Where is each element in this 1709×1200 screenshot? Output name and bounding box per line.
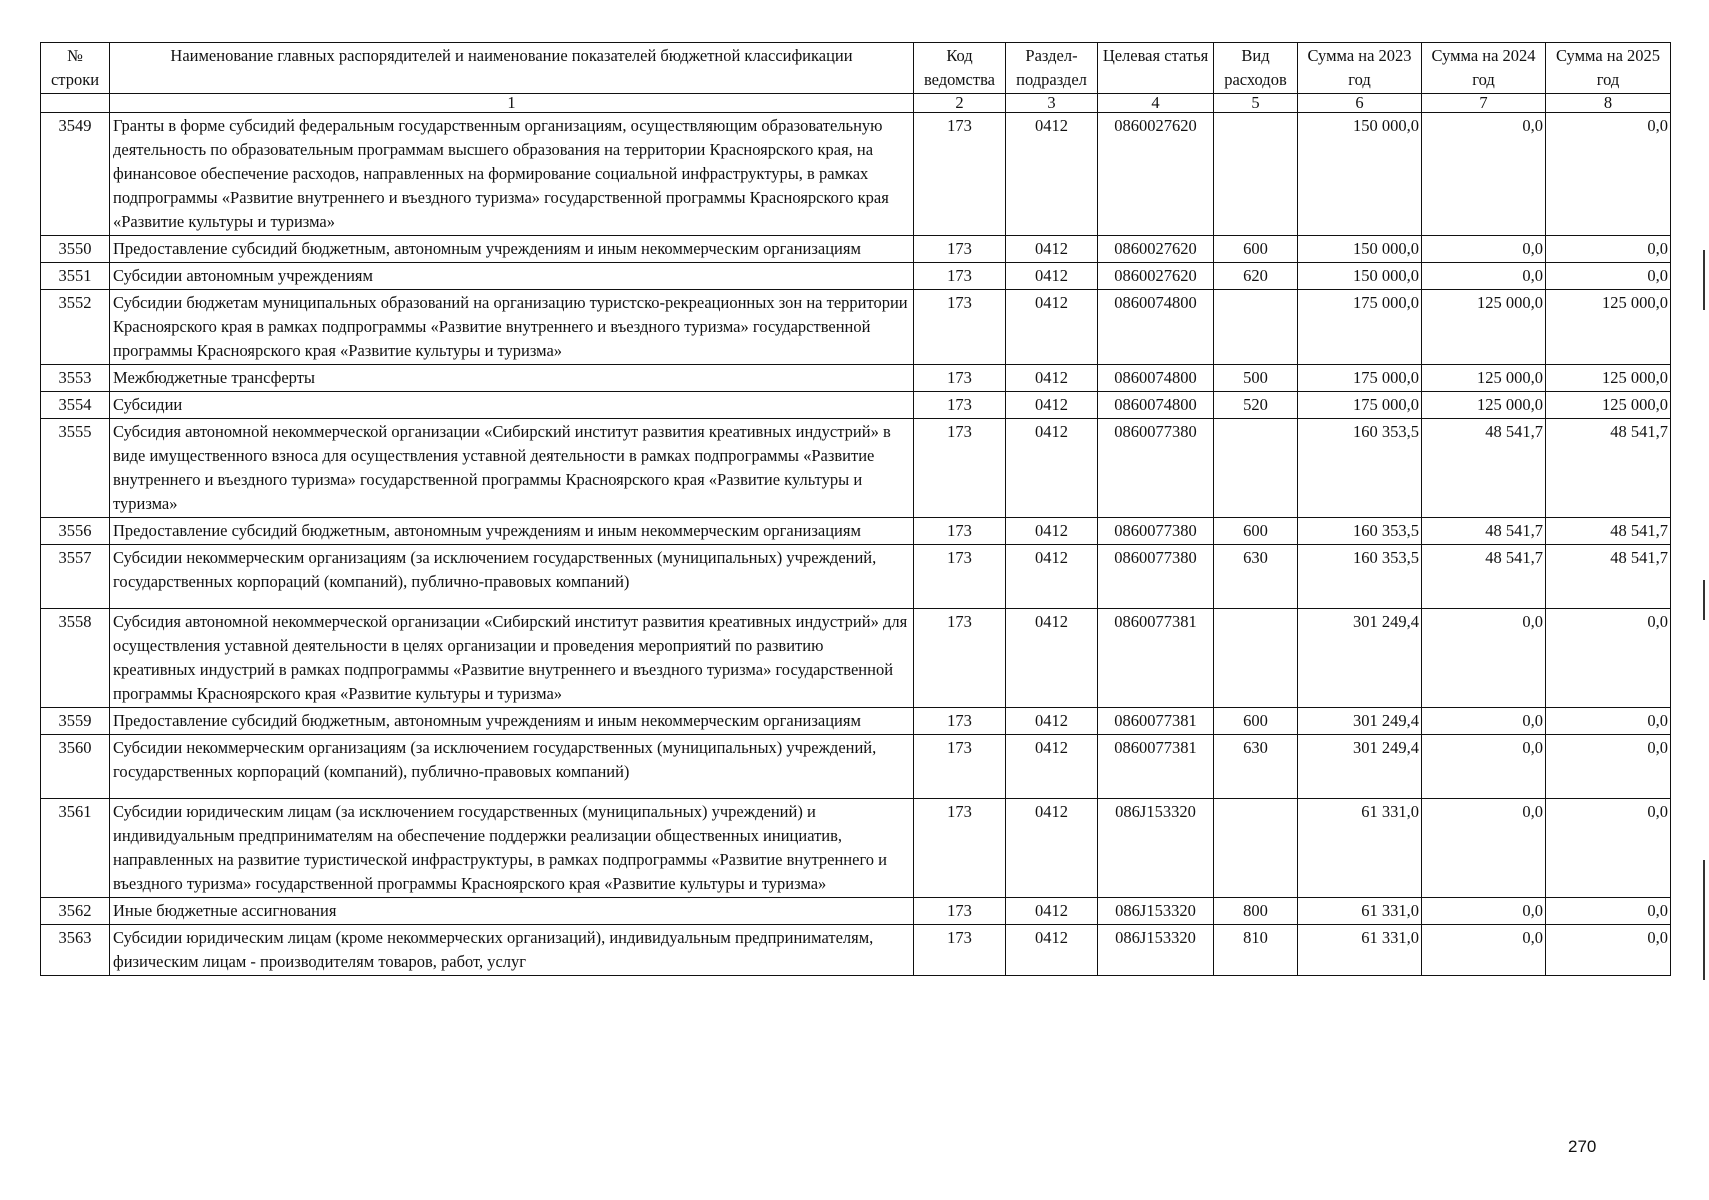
dept-code-cell: 173	[914, 708, 1006, 735]
sum-2024-cell: 125 000,0	[1422, 290, 1546, 365]
row-number-cell: 3558	[41, 609, 110, 708]
table-row	[41, 290, 1671, 365]
expense-type-cell	[1214, 799, 1298, 898]
dept-code-cell: 173	[914, 898, 1006, 925]
sum-2024-cell: 0,0	[1422, 925, 1546, 976]
sum-2023-cell: 175 000,0	[1298, 365, 1422, 392]
sum-2025-cell: 125 000,0	[1546, 365, 1671, 392]
expense-type-cell: 600	[1214, 708, 1298, 735]
scan-edge-mark	[1703, 250, 1705, 310]
column-number: 3	[1006, 94, 1098, 113]
sum-2025-cell: 0,0	[1546, 609, 1671, 708]
expense-type-cell	[1214, 609, 1298, 708]
target-article-cell: 086J153320	[1098, 898, 1214, 925]
sum-2024-cell: 48 541,7	[1422, 419, 1546, 518]
sum-2024-cell: 48 541,7	[1422, 518, 1546, 545]
section-cell: 0412	[1006, 365, 1098, 392]
sum-2025-cell: 0,0	[1546, 898, 1671, 925]
sum-2023-cell: 175 000,0	[1298, 392, 1422, 419]
sum-2024-cell: 48 541,7	[1422, 545, 1546, 609]
sum-2024-cell: 0,0	[1422, 263, 1546, 290]
row-name-cell: Субсидии	[110, 392, 914, 419]
sum-2024-cell: 0,0	[1422, 898, 1546, 925]
sum-2025-cell: 48 541,7	[1546, 419, 1671, 518]
column-number: 6	[1298, 94, 1422, 113]
row-name-cell: Субсидии бюджетам муниципальных образований на организацию туристско-рекреационных зон на территории Красноярского края в рамках подпрограммы «Развитие внутреннего и въездного туризма» государственной программы Красноярского края «Развитие культуры и туризма»	[110, 290, 914, 365]
sum-2024-cell: 0,0	[1422, 113, 1546, 236]
section-cell: 0412	[1006, 799, 1098, 898]
dept-code-cell: 173	[914, 419, 1006, 518]
sum-2023-cell: 160 353,5	[1298, 545, 1422, 609]
sum-2025-cell: 0,0	[1546, 735, 1671, 799]
expense-type-cell: 600	[1214, 518, 1298, 545]
row-name-cell: Субсидия автономной некоммерческой организации «Сибирский институт развития креативных индустрий» для осуществления уставной деятельности в целях организации и проведения мероприятий по развитию креативных индустрий в рамках подпрограммы «Развитие внутреннего и въездного туризма» государственной программы Красноярского края «Развитие культуры и туризма»	[110, 609, 914, 708]
row-name-cell: Иные бюджетные ассигнования	[110, 898, 914, 925]
row-name-cell: Субсидия автономной некоммерческой организации «Сибирский институт развития креативных индустрий» в виде имущественного взноса для осуществления уставной деятельности в рамках подпрограммы «Развитие внутреннего и въездного туризма» государственной программы Красноярского края «Развитие культуры и туризма»	[110, 419, 914, 518]
sum-2023-cell: 160 353,5	[1298, 419, 1422, 518]
dept-code-cell: 173	[914, 609, 1006, 708]
sum-2023-cell: 301 249,4	[1298, 735, 1422, 799]
row-number-cell: 3553	[41, 365, 110, 392]
header-sum-2025: Сумма на 2025 год	[1546, 43, 1671, 94]
sum-2024-cell: 0,0	[1422, 799, 1546, 898]
sum-2023-cell: 61 331,0	[1298, 898, 1422, 925]
header-section: Раздел-подраздел	[1006, 43, 1098, 94]
section-cell: 0412	[1006, 708, 1098, 735]
section-cell: 0412	[1006, 236, 1098, 263]
dept-code-cell: 173	[914, 392, 1006, 419]
sum-2023-cell: 150 000,0	[1298, 113, 1422, 236]
target-article-cell: 0860027620	[1098, 236, 1214, 263]
column-number: 8	[1546, 94, 1671, 113]
row-name-cell: Субсидии некоммерческим организациям (за исключением государственных (муниципальных) учреждений, государственных корпораций (компаний), публично-правовых компаний)	[110, 735, 914, 799]
scan-edge-mark	[1703, 860, 1705, 980]
column-number: 5	[1214, 94, 1298, 113]
column-number: 2	[914, 94, 1006, 113]
target-article-cell: 0860077381	[1098, 609, 1214, 708]
section-cell: 0412	[1006, 113, 1098, 236]
section-cell: 0412	[1006, 518, 1098, 545]
dept-code-cell: 173	[914, 799, 1006, 898]
column-number: 4	[1098, 94, 1214, 113]
section-cell: 0412	[1006, 545, 1098, 609]
sum-2023-cell: 301 249,4	[1298, 609, 1422, 708]
table-row	[41, 708, 1671, 735]
header-row-no: № строки	[41, 43, 110, 94]
sum-2025-cell: 0,0	[1546, 799, 1671, 898]
header-row	[41, 43, 1671, 94]
budget-table	[40, 42, 1671, 976]
dept-code-cell: 173	[914, 518, 1006, 545]
dept-code-cell: 173	[914, 365, 1006, 392]
section-cell: 0412	[1006, 290, 1098, 365]
table-body	[41, 113, 1671, 976]
row-number-cell: 3556	[41, 518, 110, 545]
row-name-cell: Гранты в форме субсидий федеральным государственным организациям, осуществляющим образовательную деятельность по образовательным программам высшего образования на территории Красноярского края, на финансовое обеспечение расходов, направленных на формирование социальной инфраструктуры, в рамках подпрограммы «Развитие внутреннего и въездного туризма» государственной программы Красноярского края «Развитие культуры и туризма»	[110, 113, 914, 236]
row-name-cell: Субсидии автономным учреждениям	[110, 263, 914, 290]
target-article-cell: 086J153320	[1098, 799, 1214, 898]
row-name-cell: Межбюджетные трансферты	[110, 365, 914, 392]
sum-2025-cell: 125 000,0	[1546, 290, 1671, 365]
row-number-cell: 3554	[41, 392, 110, 419]
dept-code-cell: 173	[914, 236, 1006, 263]
section-cell: 0412	[1006, 263, 1098, 290]
sum-2024-cell: 125 000,0	[1422, 365, 1546, 392]
section-cell: 0412	[1006, 898, 1098, 925]
row-number-cell: 3561	[41, 799, 110, 898]
row-number-cell: 3562	[41, 898, 110, 925]
section-cell: 0412	[1006, 609, 1098, 708]
dept-code-cell: 173	[914, 290, 1006, 365]
header-expense-type: Вид расходов	[1214, 43, 1298, 94]
sum-2025-cell: 0,0	[1546, 113, 1671, 236]
target-article-cell: 0860074800	[1098, 392, 1214, 419]
sum-2023-cell: 160 353,5	[1298, 518, 1422, 545]
expense-type-cell: 500	[1214, 365, 1298, 392]
sum-2025-cell: 48 541,7	[1546, 518, 1671, 545]
expense-type-cell: 810	[1214, 925, 1298, 976]
row-number-cell: 3555	[41, 419, 110, 518]
sum-2024-cell: 0,0	[1422, 708, 1546, 735]
dept-code-cell: 173	[914, 113, 1006, 236]
section-cell: 0412	[1006, 735, 1098, 799]
sum-2025-cell: 48 541,7	[1546, 545, 1671, 609]
section-cell: 0412	[1006, 419, 1098, 518]
table-row	[41, 263, 1671, 290]
target-article-cell: 0860077380	[1098, 419, 1214, 518]
section-cell: 0412	[1006, 925, 1098, 976]
budget-table-sheet	[40, 42, 1670, 976]
expense-type-cell	[1214, 113, 1298, 236]
dept-code-cell: 173	[914, 545, 1006, 609]
row-number-cell: 3550	[41, 236, 110, 263]
row-number-cell: 3557	[41, 545, 110, 609]
sum-2023-cell: 150 000,0	[1298, 236, 1422, 263]
target-article-cell: 0860074800	[1098, 365, 1214, 392]
table-row	[41, 545, 1671, 609]
expense-type-cell: 620	[1214, 263, 1298, 290]
sum-2025-cell: 125 000,0	[1546, 392, 1671, 419]
table-row	[41, 365, 1671, 392]
table-row	[41, 735, 1671, 799]
target-article-cell: 0860077381	[1098, 735, 1214, 799]
expense-type-cell: 630	[1214, 735, 1298, 799]
sum-2025-cell: 0,0	[1546, 925, 1671, 976]
header-name: Наименование главных распорядителей и наименование показателей бюджетной классификации	[110, 43, 914, 94]
header-sum-2023: Сумма на 2023 год	[1298, 43, 1422, 94]
table-row	[41, 898, 1671, 925]
column-number: 1	[110, 94, 914, 113]
column-number-empty	[41, 94, 110, 113]
sum-2024-cell: 0,0	[1422, 236, 1546, 263]
row-name-cell: Предоставление субсидий бюджетным, автономным учреждениям и иным некоммерческим организациям	[110, 708, 914, 735]
sum-2023-cell: 150 000,0	[1298, 263, 1422, 290]
sum-2024-cell: 0,0	[1422, 609, 1546, 708]
table-row	[41, 113, 1671, 236]
expense-type-cell: 520	[1214, 392, 1298, 419]
sum-2023-cell: 61 331,0	[1298, 799, 1422, 898]
dept-code-cell: 173	[914, 735, 1006, 799]
target-article-cell: 0860077380	[1098, 518, 1214, 545]
header-target: Целевая статья	[1098, 43, 1214, 94]
row-name-cell: Субсидии юридическим лицам (за исключением государственных (муниципальных) учреждений) и индивидуальным предпринимателям на обеспечение поддержки реализации общественных инициатив, направленных на развитие туристической инфраструктуры, в рамках подпрограммы «Развитие внутреннего и въездного туризма» государственной программы Красноярского края «Развитие культуры и туризма»	[110, 799, 914, 898]
sum-2023-cell: 61 331,0	[1298, 925, 1422, 976]
row-number-cell: 3559	[41, 708, 110, 735]
expense-type-cell: 630	[1214, 545, 1298, 609]
row-number-cell: 3563	[41, 925, 110, 976]
row-number-cell: 3552	[41, 290, 110, 365]
sum-2024-cell: 0,0	[1422, 735, 1546, 799]
sum-2023-cell: 175 000,0	[1298, 290, 1422, 365]
table-row	[41, 518, 1671, 545]
target-article-cell: 0860027620	[1098, 113, 1214, 236]
header-dept-code: Код ведомства	[914, 43, 1006, 94]
sum-2025-cell: 0,0	[1546, 708, 1671, 735]
expense-type-cell: 600	[1214, 236, 1298, 263]
row-name-cell: Субсидии юридическим лицам (кроме некоммерческих организаций), индивидуальным предпринимателям, физическим лицам - производителям товаров, работ, услуг	[110, 925, 914, 976]
table-row	[41, 925, 1671, 976]
target-article-cell: 0860077381	[1098, 708, 1214, 735]
sum-2024-cell: 125 000,0	[1422, 392, 1546, 419]
table-row	[41, 236, 1671, 263]
column-number-row	[41, 94, 1671, 113]
table-row	[41, 799, 1671, 898]
target-article-cell: 0860027620	[1098, 263, 1214, 290]
column-number: 7	[1422, 94, 1546, 113]
expense-type-cell: 800	[1214, 898, 1298, 925]
row-number-cell: 3551	[41, 263, 110, 290]
row-name-cell: Предоставление субсидий бюджетным, автономным учреждениям и иным некоммерческим организациям	[110, 518, 914, 545]
target-article-cell: 086J153320	[1098, 925, 1214, 976]
dept-code-cell: 173	[914, 263, 1006, 290]
table-row	[41, 419, 1671, 518]
header-sum-2024: Сумма на 2024 год	[1422, 43, 1546, 94]
expense-type-cell	[1214, 290, 1298, 365]
row-number-cell: 3560	[41, 735, 110, 799]
target-article-cell: 0860077380	[1098, 545, 1214, 609]
row-name-cell: Предоставление субсидий бюджетным, автономным учреждениям и иным некоммерческим организациям	[110, 236, 914, 263]
row-number-cell: 3549	[41, 113, 110, 236]
sum-2025-cell: 0,0	[1546, 236, 1671, 263]
expense-type-cell	[1214, 419, 1298, 518]
row-name-cell: Субсидии некоммерческим организациям (за исключением государственных (муниципальных) учреждений, государственных корпораций (компаний), публично-правовых компаний)	[110, 545, 914, 609]
sum-2025-cell: 0,0	[1546, 263, 1671, 290]
scan-edge-mark	[1703, 580, 1705, 620]
section-cell: 0412	[1006, 392, 1098, 419]
dept-code-cell: 173	[914, 925, 1006, 976]
page-number: 270	[1568, 1137, 1597, 1156]
sum-2023-cell: 301 249,4	[1298, 708, 1422, 735]
table-row	[41, 392, 1671, 419]
target-article-cell: 0860074800	[1098, 290, 1214, 365]
table-row	[41, 609, 1671, 708]
